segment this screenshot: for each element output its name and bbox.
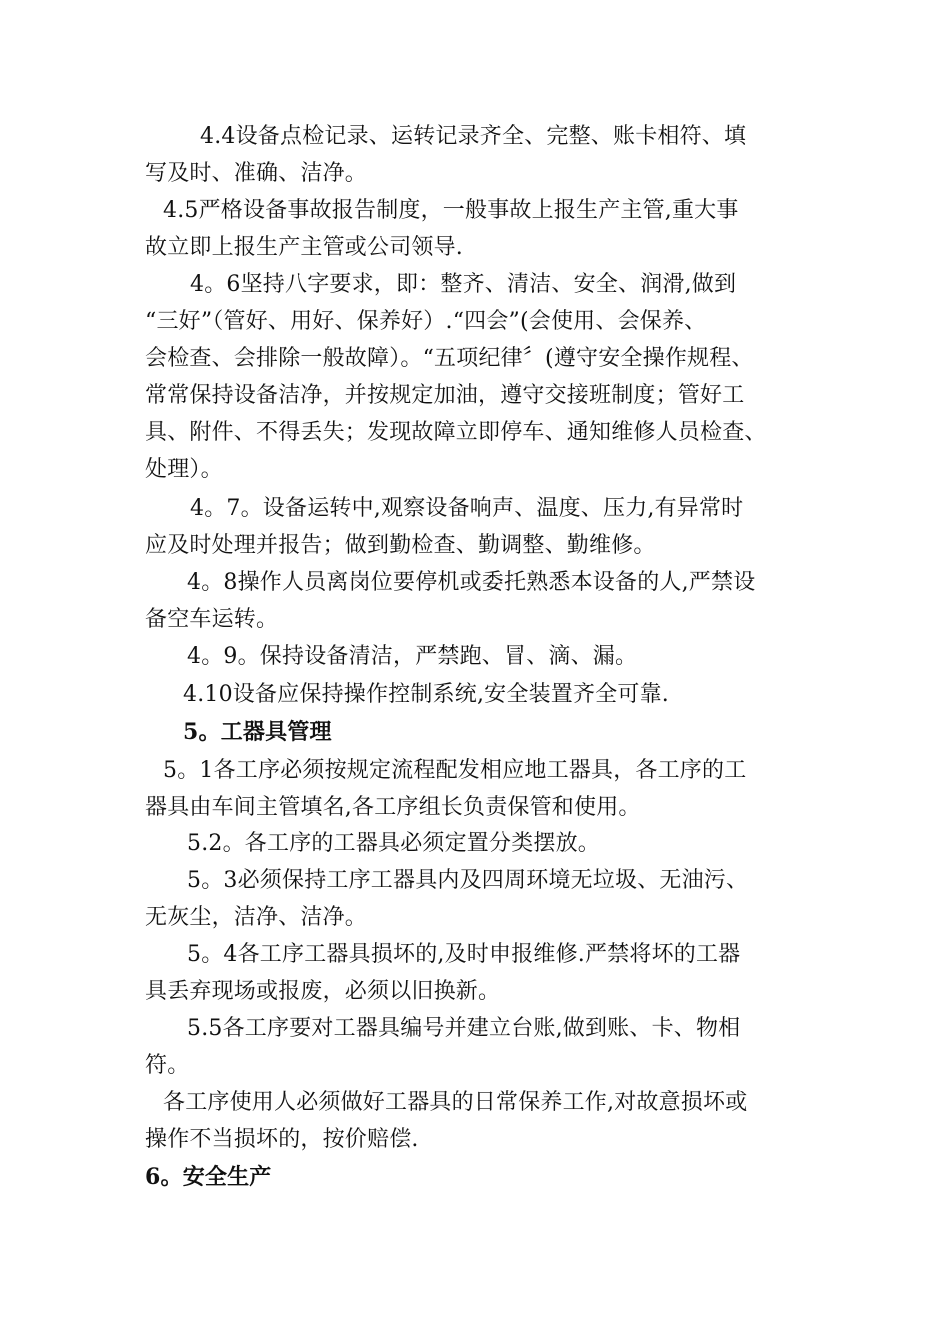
text-line: 5。1各工序必须按规定流程配发相应地工器具，各工序的工: [163, 758, 747, 783]
text-line: 5。4各工序工器具损坏的,及时申报维修.严禁将坏的工器: [187, 942, 741, 967]
text-line: 操作不当损坏的，按价赔偿.: [145, 1127, 419, 1152]
text-line: 故立即上报生产主管或公司领导.: [145, 235, 463, 260]
text-line: 4。7。设备运转中,观察设备响声、温度、压力,有异常时: [190, 496, 744, 521]
text-line: 4。9。保持设备清洁，严禁跑、冒、滴、漏。: [187, 644, 638, 669]
text-line: 各工序使用人必须做好工器具的日常保养工作,对故意损坏或: [163, 1090, 748, 1115]
text-line: 4.4设备点检记录、运转记录齐全、完整、账卡相符、填: [200, 124, 747, 149]
text-line: 会检查、会排除一般故障）。“五项纪律〞(遵守安全操作规程、: [145, 346, 754, 371]
text-line: 具、附件、不得丢失；发现故障立即停车、通知维修人员检查、: [145, 420, 767, 445]
text-line: 5。3必须保持工序工器具内及四周环境无垃圾、无油污、: [187, 868, 749, 893]
section-heading: 6。安全生产: [145, 1164, 272, 1190]
text-line: 备空车运转。: [145, 607, 279, 632]
text-line: 常常保持设备洁净，并按规定加油，遵守交接班制度；管好工: [145, 383, 745, 408]
text-line: 具丢弃现场或报废，必须以旧换新。: [145, 979, 501, 1004]
text-line: “三好”（管好、用好、保养好）.“四会”(会使用、会保养、: [145, 309, 707, 334]
section-heading: 5。工器具管理: [183, 719, 332, 745]
text-line: 4.10设备应保持操作控制系统,安全装置齐全可靠.: [183, 682, 669, 707]
text-line: 4。8操作人员离岗位要停机或委托熟悉本设备的人,严禁设: [187, 570, 756, 595]
text-line: 5.2。各工序的工器具必须定置分类摆放。: [187, 831, 600, 856]
text-line: 无灰尘，洁净、洁净。: [145, 905, 368, 930]
text-line: 应及时处理并报告；做到勤检查、勤调整、勤维修。: [145, 533, 656, 558]
text-line: 4。6坚持八字要求，即：整齐、清洁、安全、润滑,做到: [190, 272, 737, 297]
text-line: 器具由车间主管填名,各工序组长负责保管和使用。: [145, 795, 641, 820]
text-line: 符。: [145, 1053, 190, 1078]
text-line: 处理）。: [145, 457, 223, 482]
text-line: 4.5严格设备事故报告制度，一般事故上报生产主管,重大事: [163, 198, 739, 223]
text-line: 5.5各工序要对工器具编号并建立台账,做到账、卡、物相: [187, 1016, 741, 1041]
text-line: 写及时、准确、洁净。: [145, 161, 368, 186]
